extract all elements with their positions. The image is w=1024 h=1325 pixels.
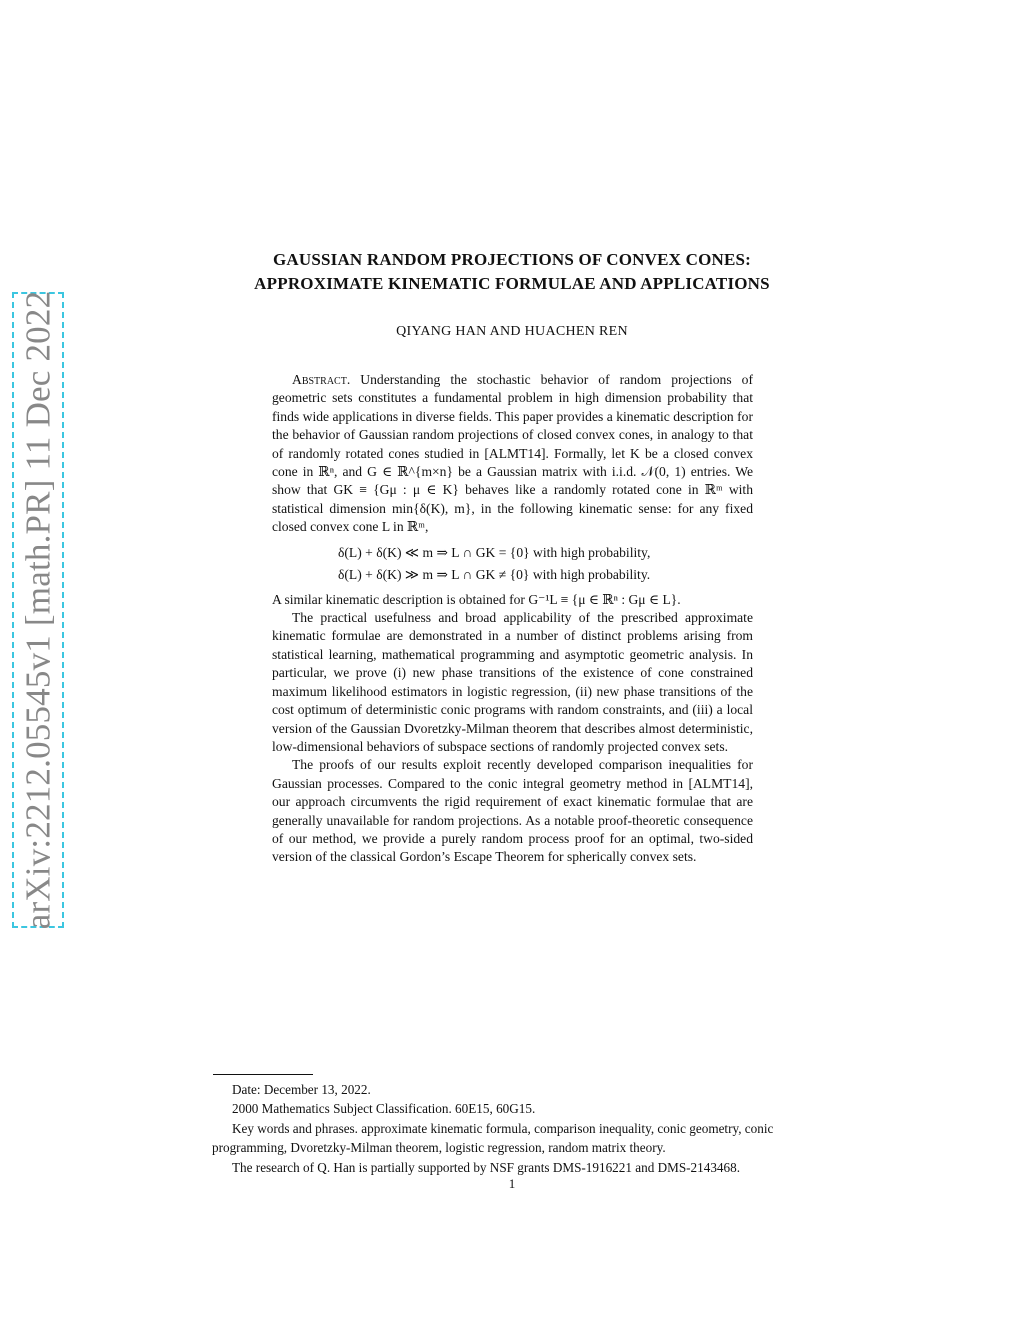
abstract-paragraph-1-text: Understanding the stochastic behavior of random projections of geometric sets constitutes a fundamental problem in high dimension probability that finds wide applications in diverse fields. This paper provides a kinematic description for the behavior of Gaussian random projections of closed convex cones, in analogy to that of randomly rotated cones studied in [ALMT14]. Formally, let K be a closed convex cone in ℝⁿ, and G ∈ ℝ^{m×n} be a Gaussian matrix with i.i.d. 𝒩(0, 1) entries. We show that GK ≡ {Gμ : μ ∈ K} behaves like a randomly rotated cone in ℝᵐ with statistical dimension min{δ(K), m}, in the following kinematic sense: for any fixed closed convex cone L in ℝᵐ, — [272, 372, 753, 535]
footnote-date: Date: December 13, 2022. — [232, 1082, 371, 1097]
abstract — [272, 371, 753, 867]
footnote-msc: 2000 Mathematics Subject Classification. 60E15, 60G15. — [232, 1101, 536, 1117]
title-line-2: APPROXIMATE KINEMATIC FORMULAE AND APPLICATIONS — [254, 274, 770, 293]
arxiv-sidebar-stamp — [12, 292, 64, 928]
paper-authors: QIYANG HAN AND HUACHEN REN — [396, 324, 628, 339]
paper-title — [200, 248, 824, 296]
equation-above-threshold: δ(L) + δ(K) ≫ m ⇒ L ∩ GK ≠ {0} with high probability. — [338, 566, 651, 582]
abstract-paragraph-3: The practical usefulness and broad applicability of the prescribed approximate kinematic formulae are demonstrated in a number of distinct problems arising from statistical learning, mathematical programming and asymptotic geometric analysis. In particular, we prove (i) new phase transitions of the existence of cone constrained maximum likelihood estimators in logistic regression, (ii) new phase transitions of the cost optimum of deterministic conic programs with random constraints, and (iii) a local version of the Gaussian Dvoretzky-Milman theorem that describes almost deterministic, low-dimensional behaviors of subspace sections of randomly projected convex sets. — [272, 610, 753, 754]
footnote-funding: The research of Q. Han is partially supported by NSF grants DMS-1916221 and DMS-2143468. — [232, 1159, 741, 1175]
kinematic-equations — [338, 542, 753, 586]
abstract-paragraph-4: The proofs of our results exploit recently developed comparison inequalities for Gaussian processes. Compared to the conic integral geometry method in [ALMT14], our approach circumvents the rigid requirement of exact kinematic formulae that are generally unavailable for random projections. As a notable proof-theoretic consequence of our method, we provide a purely random process proof for an optimal, two-sided version of the classical Gordon’s Escape Theorem for spherically convex sets. — [272, 757, 753, 865]
abstract-label: Abstract. — [292, 372, 351, 387]
abstract-paragraph-1 — [272, 371, 753, 537]
footnote-keywords: Key words and phrases. approximate kinematic formula, comparison inequality, conic geometry, conic programming, Dvoretzky-Milman theorem, logistic regression, random matrix theory. — [212, 1120, 774, 1156]
footnote-divider — [213, 1074, 313, 1075]
equation-below-threshold: δ(L) + δ(K) ≪ m ⇒ L ∩ GK = {0} with high probability, — [338, 544, 651, 560]
title-line-1: GAUSSIAN RANDOM PROJECTIONS OF CONVEX CONES: — [272, 250, 752, 269]
footnotes — [212, 1080, 812, 1177]
arxiv-identifier: arXiv:2212.05545v1 [math.PR] 11 Dec 2022 — [18, 290, 58, 930]
page-number: 1 — [508, 1176, 516, 1191]
abstract-paragraph-2: A similar kinematic description is obtained for G⁻¹L ≡ {μ ∈ ℝⁿ : Gμ ∈ L}. — [272, 591, 681, 607]
